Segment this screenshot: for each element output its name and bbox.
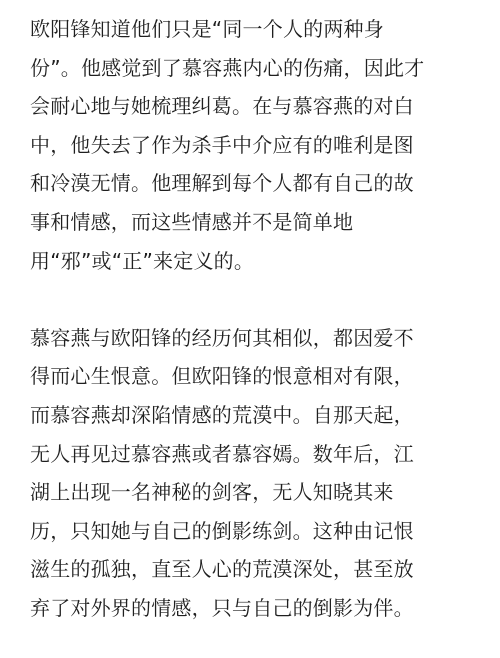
text-line: 历，只知她与自己的倒影练剑。这种由记恨 <box>30 518 414 543</box>
text-line: 份”。他感觉到了慕容燕内心的伤痛，因此才 <box>30 55 425 80</box>
text-line: 用“邪”或“正”来定义的。 <box>30 248 255 273</box>
text-line: 会耐心地与她梳理纠葛。在与慕容燕的对白 <box>30 94 414 119</box>
text-line: 慕容燕与欧阳锋的经历何其相似，都因爱不 <box>30 325 414 350</box>
paragraph-1 <box>30 10 484 280</box>
text-line: 得而心生恨意。但欧阳锋的恨意相对有限， <box>30 364 414 389</box>
text-line: 中，他失去了作为杀手中介应有的唯利是图 <box>30 132 414 157</box>
text-line: 和冷漠无情。他理解到每个人都有自己的故 <box>30 171 414 196</box>
paragraph-2 <box>30 319 484 628</box>
text-line: 事和情感，而这些情感并不是简单地 <box>30 209 354 234</box>
text-line: 而慕容燕却深陷情感的荒漠中。自那天起， <box>30 402 414 427</box>
text-line: 欧阳锋知道他们只是“同一个人的两种身 <box>30 17 384 41</box>
text-line: 滋生的孤独，直至人心的荒漠深处，甚至放 <box>30 557 414 582</box>
text-line: 湖上出现一名神秘的剑客，无人知晓其来 <box>30 480 394 505</box>
text-line: 无人再见过慕容燕或者慕容嫣。数年后，江 <box>30 441 414 466</box>
paragraph-spacer <box>30 280 484 319</box>
text-line: 弃了对外界的情感，只与自己的倒影为伴。 <box>30 595 414 620</box>
